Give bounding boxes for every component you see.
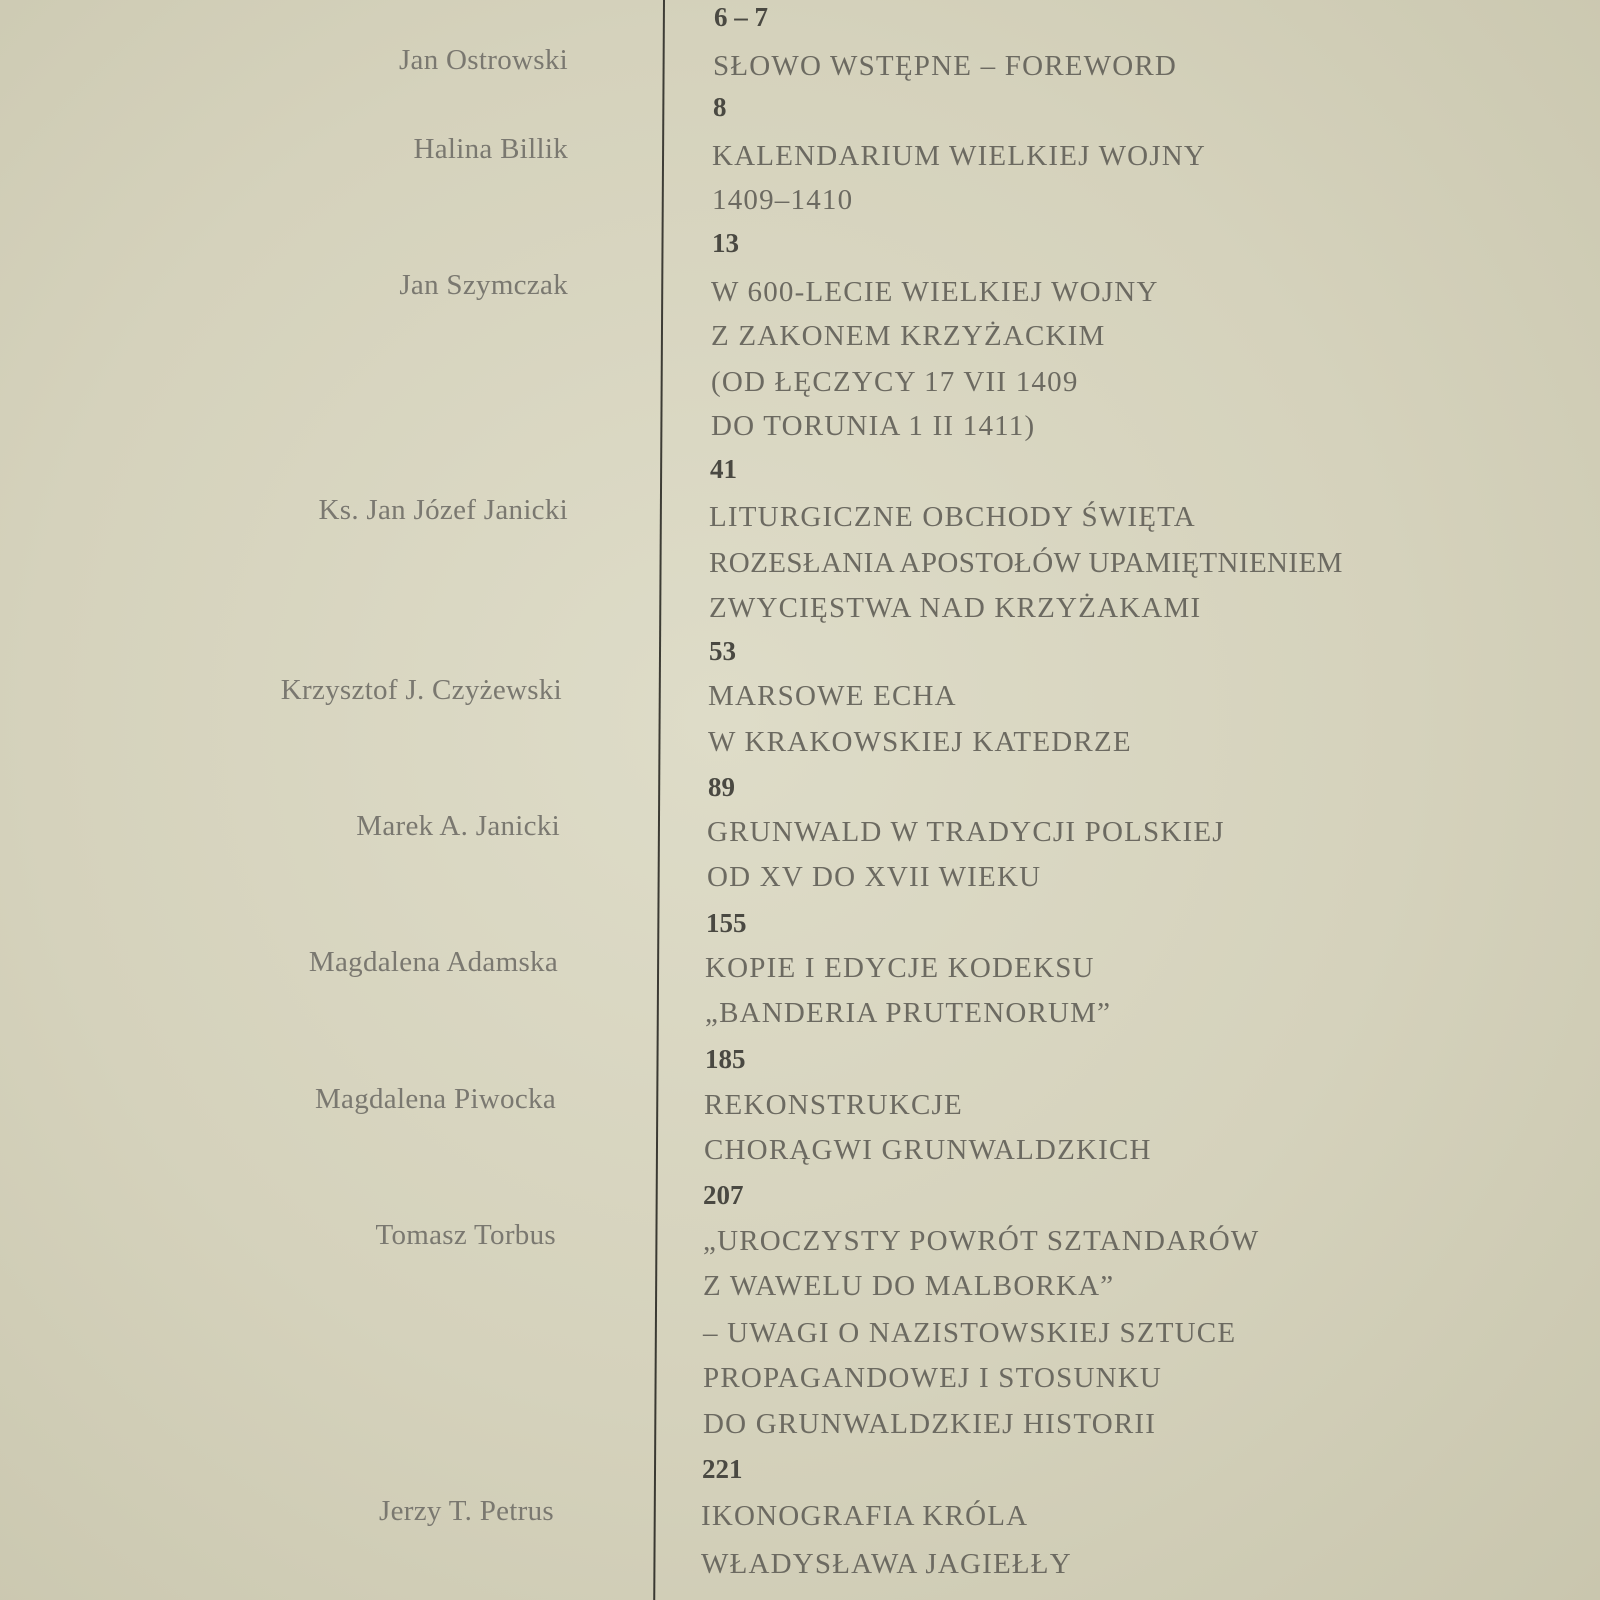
title-line: LITURGICZNE OBCHODY ŚWIĘTA xyxy=(709,501,1196,533)
page-number: 6 – 7 xyxy=(714,2,768,32)
page-number: 89 xyxy=(708,772,735,802)
title-line: PROPAGANDOWEJ I STOSUNKU xyxy=(703,1362,1163,1394)
page-number: 185 xyxy=(705,1044,746,1074)
author-name: Krzysztof J. Czyżewski xyxy=(280,674,562,706)
page-number: 8 xyxy=(713,92,727,122)
page-number: 207 xyxy=(703,1180,744,1210)
title-line: REKONSTRUKCJE xyxy=(704,1089,963,1121)
title-line: W 600-LECIE WIELKIEJ WOJNY xyxy=(711,276,1159,308)
page-number: 41 xyxy=(710,454,737,484)
author-name: Magdalena Piwocka xyxy=(314,1083,556,1115)
title-line: (OD ŁĘCZYCY 17 VII 1409 xyxy=(711,366,1079,398)
title-line: KOPIE I EDYCJE KODEKSU xyxy=(705,952,1095,984)
title-line: DO TORUNIA 1 II 1411) xyxy=(711,410,1036,442)
title-line: ZWYCIĘSTWA NAD KRZYŻAKAMI xyxy=(709,592,1202,624)
author-name: Halina Billik xyxy=(413,133,568,165)
author-name: Magdalena Adamska xyxy=(308,946,558,978)
author-name: Jan Szymczak xyxy=(399,269,568,301)
title-line: „UROCZYSTY POWRÓT SZTANDARÓW xyxy=(703,1225,1260,1257)
title-line: ROZESŁANIA APOSTOŁÓW UPAMIĘTNIENIEM xyxy=(709,547,1343,579)
title-line: KALENDARIUM WIELKIEJ WOJNY xyxy=(712,140,1207,172)
page-number: 221 xyxy=(702,1454,743,1484)
title-line: W KRAKOWSKIEJ KATEDRZE xyxy=(708,726,1132,758)
title-line: IKONOGRAFIA KRÓLA xyxy=(701,1500,1029,1532)
title-line: GRUNWALD W TRADYCJI POLSKIEJ xyxy=(707,816,1225,848)
title-line: SŁOWO WSTĘPNE – FOREWORD xyxy=(713,50,1178,82)
author-name: Ks. Jan Józef Janicki xyxy=(318,494,568,526)
title-line: OD XV DO XVII WIEKU xyxy=(707,861,1042,893)
column-divider xyxy=(653,0,665,1600)
title-line: 1409–1410 xyxy=(712,184,854,216)
title-line: WŁADYSŁAWA JAGIEŁŁY xyxy=(701,1548,1072,1580)
author-name: Marek A. Janicki xyxy=(356,810,560,842)
title-line: Z WAWELU DO MALBORKA” xyxy=(703,1270,1115,1302)
title-line: – UWAGI O NAZISTOWSKIEJ SZTUCE xyxy=(703,1317,1237,1349)
page-number: 13 xyxy=(712,228,739,258)
title-line: CHORĄGWI GRUNWALDZKICH xyxy=(704,1134,1152,1166)
title-line: MARSOWE ECHA xyxy=(708,680,957,712)
author-name: Jan Ostrowski xyxy=(398,44,568,76)
title-line: Z ZAKONEM KRZYŻACKIM xyxy=(711,320,1106,352)
page-number: 53 xyxy=(709,636,736,666)
title-line: „BANDERIA PRUTENORUM” xyxy=(705,997,1112,1029)
author-name: Jerzy T. Petrus xyxy=(379,1495,554,1527)
page-number: 155 xyxy=(706,908,747,938)
title-line: DO GRUNWALDZKIEJ HISTORII xyxy=(703,1408,1157,1440)
author-name: Tomasz Torbus xyxy=(375,1219,556,1251)
